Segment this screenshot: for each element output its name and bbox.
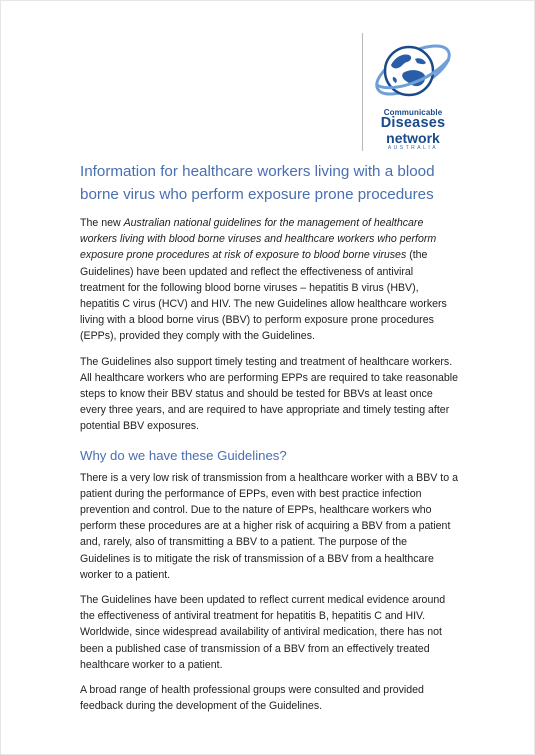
intro-text-end: (the Guidelines) have been updated and reflect the effectiveness of antiviral treatment for the following blood borne viruses – hepatitis B virus (HBV), hepatitis C virus (HCV) and HIV. The new Guidelines allow healthcare workers living with a blood borne virus (BBV) to perform exposure prone procedures (EPPs), provided they comply with the Guidelines. — [80, 249, 447, 343]
logo-text-diseases: Diseases — [380, 115, 446, 131]
logo-text-communicable: Communicable — [383, 108, 443, 117]
cdna-logo — [363, 33, 463, 151]
document-title: Information for healthcare workers living with a blood borne virus who perform exposure prone procedures — [80, 163, 435, 203]
evidence-paragraph: The Guidelines have been updated to reflect current medical evidence around the effectiveness of antiviral treatment for hepatitis B, hepatitis C and HIV. Worldwide, since widespread availability of antiviral medication, there has not been a published case of transmission of a BBV from an effectively treated healthcare worker to a patient. — [80, 594, 446, 671]
globe-icon — [369, 33, 457, 107]
logo-text-australia: AUSTRALIA — [387, 145, 439, 151]
consultation-paragraph: A broad range of health professional groups were consulted and provided feedback during the development of the Guidelines. — [80, 684, 424, 713]
guidelines-full-title: Australian national guidelines for the management of healthcare workers living with blood borne viruses and healthcare workers who perform exposure prone procedures at risk of exposure to blood borne viruses — [80, 217, 437, 262]
intro-text-start: The new — [80, 217, 124, 229]
logo-text-network: network — [386, 130, 440, 146]
risk-paragraph: There is a very low risk of transmission from a healthcare worker with a BBV to a patient during the performance of EPPs, even with best practice infection prevention and control. Due to the nature of EPPs, healthcare workers who perform these procedures are at a higher risk of acquiring a BBV from a patient and, rarely, also of transmitting a BBV to a patient. The purpose of the Guidelines is to mitigate the risk of transmission of a BBV from a healthcare worker to a patient. — [80, 471, 458, 581]
section-heading: Why do we have these Guidelines? — [80, 447, 287, 463]
testing-paragraph: The Guidelines also support timely testing and treatment of healthcare workers. All healthcare workers who are performing EPPs are required to take reasonable steps to know their BBV status and should be tested for BBVs at least once every three years, and are required to have appropriate and timely testing after potential BBV exposures. — [80, 355, 459, 433]
intro-paragraph — [80, 215, 460, 345]
document-body — [80, 160, 460, 723]
